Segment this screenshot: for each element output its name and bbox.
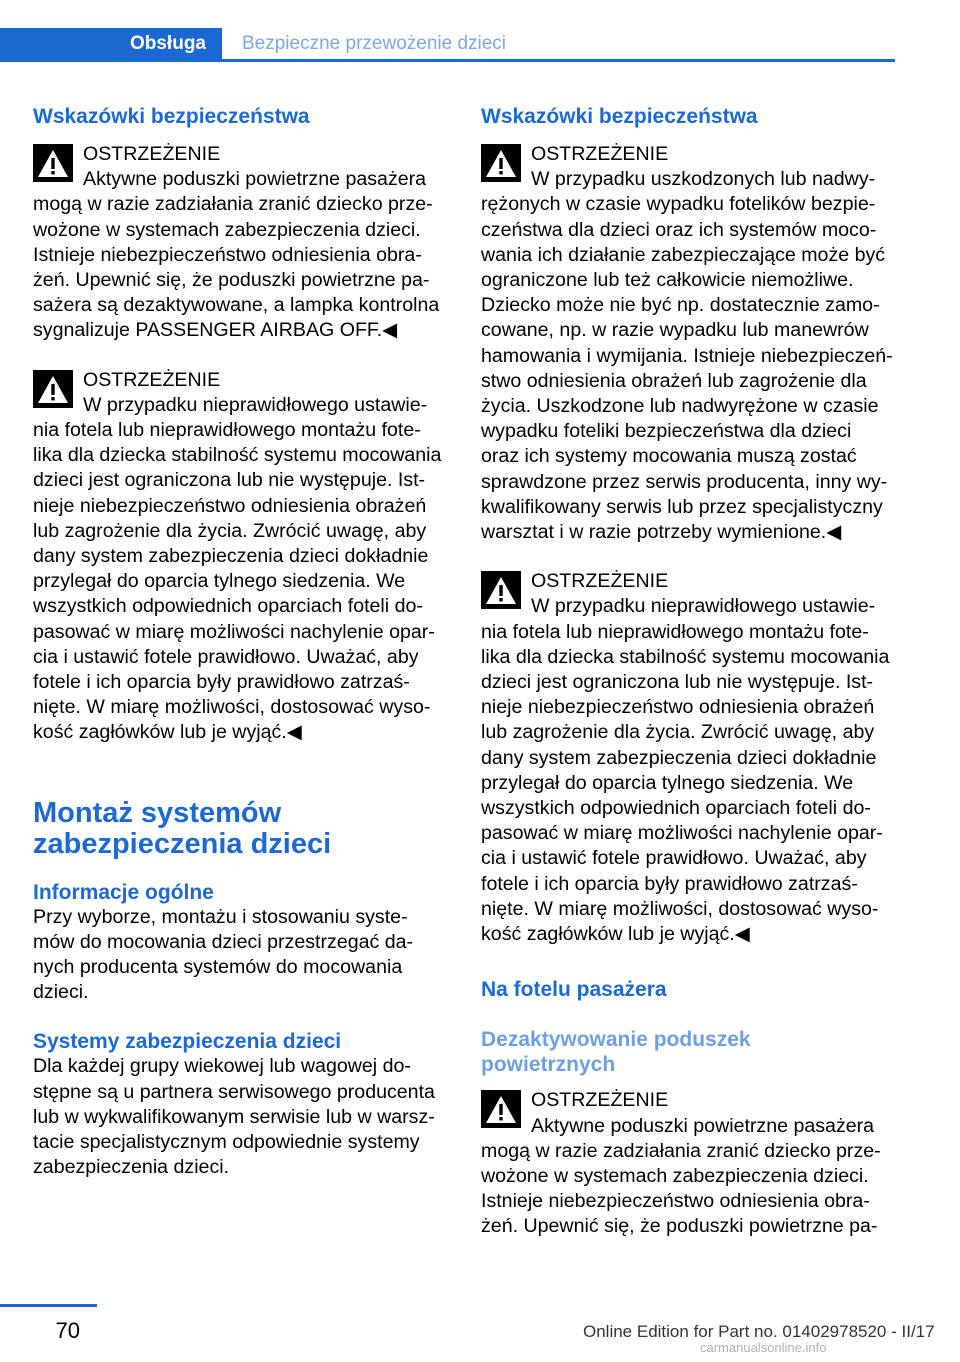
left-column xyxy=(33,100,448,1181)
warning-line: mogą w razie zadziałania zranić dziecko prze‐ xyxy=(481,1139,881,1162)
paragraph-line: nych producenta systemów do mocowania xyxy=(33,956,403,979)
warning-line: nia fotela lub nieprawidłowego montażu fote‐ xyxy=(481,620,869,643)
footer-divider xyxy=(0,1304,97,1307)
header-divider xyxy=(0,59,895,62)
warning-line: kwalifikowany serwis lub przez specjalistyczny xyxy=(481,495,883,518)
page-number: 70 xyxy=(55,1318,80,1343)
warning-block xyxy=(481,1088,896,1239)
warning-line: dzieci jest ograniczona lub nie występuje. Ist‐ xyxy=(33,469,426,492)
paragraph-line: Przy wyborze, montażu i stosowaniu syste‐ xyxy=(33,905,408,928)
paragraph-general xyxy=(33,905,448,1006)
heading-general-info: Informacje ogólne xyxy=(33,880,214,904)
warning-line: wypadku foteliki bezpieczeństwa dla dzieci xyxy=(481,420,852,443)
warning-line: wożone w systemach zabezpieczenia dzieci. xyxy=(33,218,421,241)
paragraph-line: Dla każdej grupy wiekowej lub wagowej do‐ xyxy=(33,1055,411,1078)
warning-line: czeństwa dla dzieci oraz ich systemów moco‐ xyxy=(481,218,877,241)
heading-deactivate-airbags xyxy=(481,1027,896,1077)
warning-block xyxy=(481,142,896,545)
warning-triangle-icon xyxy=(33,144,73,182)
warning-line: W przypadku uszkodzonych lub nadwy‐ xyxy=(531,168,876,191)
warning-line: pasować w miarę możliwości nachylenie opar‐ xyxy=(33,620,435,643)
warning-line: kość zagłówków lub je wyjąć.◀ xyxy=(481,923,750,946)
warning-line: sażera są dezaktywowane, a lampka kontrolna xyxy=(33,294,440,317)
paragraph-line: lub w wykwalifikowanym serwisie lub w warsz‐ xyxy=(33,1105,435,1128)
heading-line: Dezaktywowanie poduszek xyxy=(481,1028,751,1052)
warning-triangle-icon xyxy=(481,1090,521,1128)
paragraph-line: tacie specjalistycznym odpowiednie systemy xyxy=(33,1131,420,1154)
warning-line: nia fotela lub nieprawidłowego montażu fote‐ xyxy=(33,419,421,442)
warning-line: ograniczone lub też całkowicie niemożliwe. xyxy=(481,269,854,292)
warning-title: OSTRZEŻENIE xyxy=(531,143,669,165)
warning-line: wszystkich odpowiednich oparciach foteli do‐ xyxy=(33,595,423,618)
warning-line: przylegał do oparcia tylnego siedzenia. We xyxy=(481,771,854,794)
warning-line: cia i ustawić fotele prawidłowo. Uważać, aby xyxy=(33,645,419,668)
warning-triangle-icon xyxy=(481,144,521,182)
warning-line: sprawdzone przez serwis producenta, inny wy‐ xyxy=(481,470,888,493)
section-tab[interactable]: Obsługa xyxy=(0,28,222,60)
warning-line: nięte. W miarę możliwości, dostosować wyso‐ xyxy=(481,897,879,920)
warning-line: Aktywne poduszki powietrzne pasażera xyxy=(83,168,427,191)
warning-line: cia i ustawić fotele prawidłowo. Uważać, aby xyxy=(481,847,867,870)
warning-line: sygnalizuje PASSENGER AIRBAG OFF.◀ xyxy=(33,319,398,342)
warning-line: kość zagłówków lub je wyjąć.◀ xyxy=(33,721,302,744)
warning-triangle-icon xyxy=(481,571,521,609)
watermark: carmanualsonline.info xyxy=(700,1340,827,1355)
warning-block xyxy=(481,569,896,947)
right-column xyxy=(481,100,896,1240)
heading-safety-tips: Wskazówki bezpieczeństwa xyxy=(33,105,310,128)
breadcrumb[interactable]: Bezpieczne przewożenie dzieci xyxy=(242,33,507,54)
chapter-title-line: zabezpieczenia dzieci xyxy=(33,827,332,860)
warning-line: hamowania i wymijania. Istnieje niebezpieczeń‐ xyxy=(481,344,893,367)
warning-line: Aktywne poduszki powietrzne pasażera xyxy=(531,1114,875,1137)
warning-line: W przypadku nieprawidłowego ustawie‐ xyxy=(83,393,428,416)
warning-line: dzieci jest ograniczona lub nie występuje. Ist‐ xyxy=(481,671,874,694)
heading-child-systems: Systemy zabezpieczenia dzieci xyxy=(33,1030,342,1054)
warning-line: nieje niebezpieczeństwo odniesienia obrażeń xyxy=(33,494,427,517)
warning-line: żeń. Upewnić się, że poduszki powietrzne pa‐ xyxy=(33,269,430,292)
warning-line: lub zagrożenie dla życia. Zwrócić uwagę, aby xyxy=(481,721,875,744)
warning-title: OSTRZEŻENIE xyxy=(83,368,221,391)
warning-line: W przypadku nieprawidłowego ustawie‐ xyxy=(531,595,876,618)
heading-passenger-seat: Na fotelu pasażera xyxy=(481,978,667,1002)
warning-line: cowane, np. w razie wypadku lub manewrów xyxy=(481,319,869,342)
warning-line: Istnieje niebezpieczeństwo odniesienia obra‐ xyxy=(481,1190,870,1213)
warning-line: wszystkich odpowiednich oparciach foteli do‐ xyxy=(481,797,871,820)
warning-line: rężonych w czasie wypadku fotelików bezpie‐ xyxy=(481,193,876,216)
heading-line: powietrznych xyxy=(481,1053,616,1077)
chapter-title xyxy=(33,798,448,860)
paragraph-line: zabezpieczenia dzieci. xyxy=(33,1156,230,1179)
warning-line: mogą w razie zadziałania zranić dziecko prze‐ xyxy=(33,193,433,216)
warning-line: wożone w systemach zabezpieczenia dzieci. xyxy=(481,1164,869,1187)
warning-title: OSTRZEŻENIE xyxy=(531,570,669,593)
warning-line: fotele i ich oparcia były prawidłowo zatrzaś‐ xyxy=(481,872,858,895)
warning-line: pasować w miarę możliwości nachylenie opar‐ xyxy=(481,822,883,845)
warning-line: stwo odniesienia obrażeń lub zagrożenie dla xyxy=(481,369,867,392)
warning-line: fotele i ich oparcia były prawidłowo zatrzaś‐ xyxy=(33,671,410,694)
warning-title: OSTRZEŻENIE xyxy=(83,143,221,165)
heading-safety-tips: Wskazówki bezpieczeństwa xyxy=(481,105,758,128)
warning-line: Istnieje niebezpieczeństwo odniesienia obra‐ xyxy=(33,243,422,266)
warning-line: warsztat i w razie potrzeby wymienione.◀ xyxy=(481,521,842,544)
warning-line: lika dla dziecka stabilność systemu mocowania xyxy=(33,444,442,467)
warning-block xyxy=(33,368,448,746)
warning-line: żeń. Upewnić się, że poduszki powietrzne pa‐ xyxy=(481,1215,878,1238)
warning-line: przylegał do oparcia tylnego siedzenia. We xyxy=(33,570,406,593)
warning-line: dany system zabezpieczenia dzieci dokładnie xyxy=(481,746,877,769)
warning-block xyxy=(33,142,448,344)
edition-note: Online Edition for Part no. 01402978520 - II/17 xyxy=(583,1322,935,1341)
warning-line: życia. Uszkodzone lub nadwyrężone w czasie xyxy=(481,395,879,418)
paragraph-line: stępne są u partnera serwisowego producenta xyxy=(33,1080,435,1103)
warning-line: oraz ich systemy mocowania muszą zostać xyxy=(481,445,857,468)
warning-line: nięte. W miarę możliwości, dostosować wyso‐ xyxy=(33,696,431,719)
warning-line: wania ich działanie zabezpieczające może być xyxy=(481,243,886,266)
page-header xyxy=(0,28,895,62)
chapter-title-line: Montaż systemów xyxy=(33,796,282,829)
warning-triangle-icon xyxy=(33,370,73,408)
warning-line: Dziecko może nie być np. dostatecznie zamo‐ xyxy=(481,294,880,317)
warning-line: lika dla dziecka stabilność systemu mocowania xyxy=(481,645,890,668)
paragraph-line: mów do mocowania dzieci przestrzegać da‐ xyxy=(33,930,414,953)
warning-title: OSTRZEŻENIE xyxy=(531,1089,669,1112)
paragraph-systems xyxy=(33,1054,448,1180)
warning-line: lub zagrożenie dla życia. Zwrócić uwagę, aby xyxy=(33,519,427,542)
warning-line: nieje niebezpieczeństwo odniesienia obrażeń xyxy=(481,696,875,719)
paragraph-line: dzieci. xyxy=(33,981,89,1004)
warning-line: dany system zabezpieczenia dzieci dokładnie xyxy=(33,545,429,568)
